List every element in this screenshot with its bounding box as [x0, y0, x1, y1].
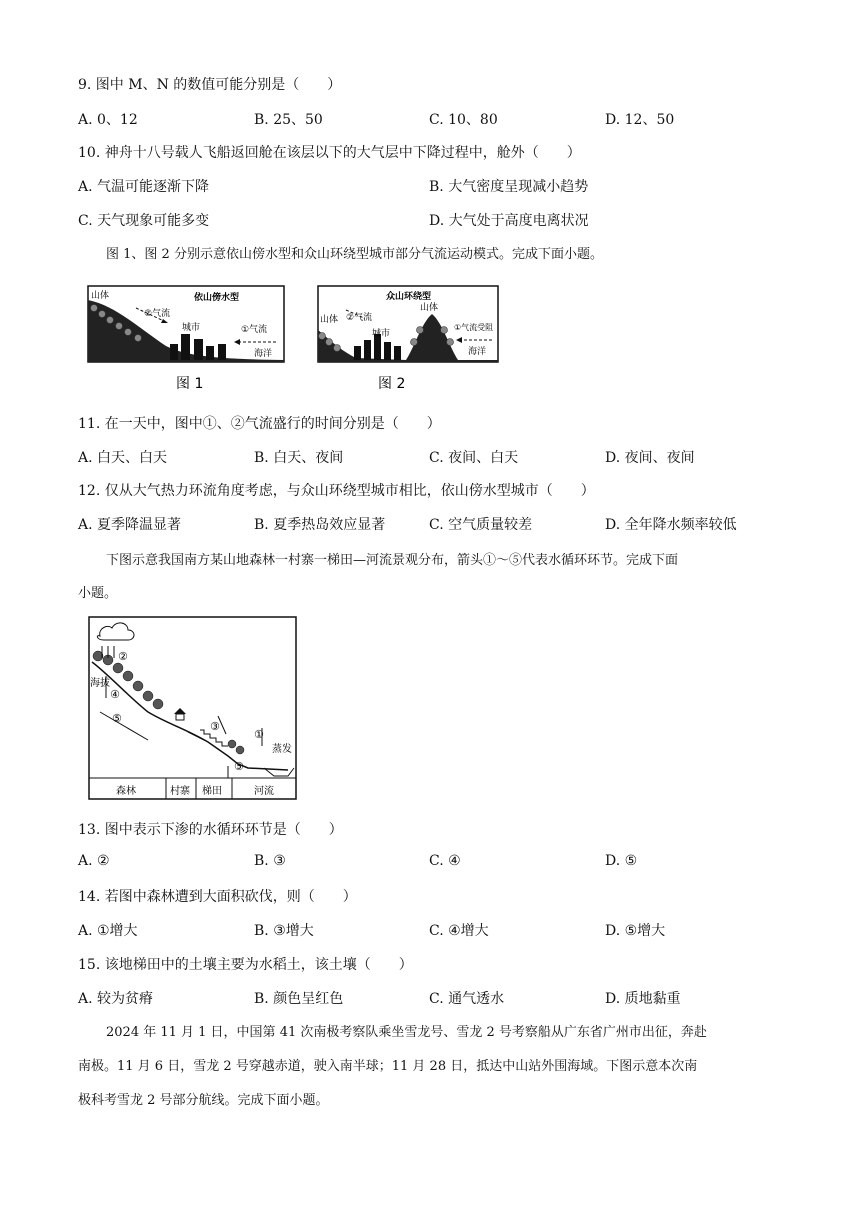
q15-option-d: D. 质地黏重 [605, 991, 681, 1007]
fig2-mountain-left-label: 山体 [320, 315, 339, 325]
q11-stem: 11. 在一天中，图中①、②气流盛行的时间分别是（ ） [78, 416, 441, 432]
intro-airflow: 图 1、图 2 分别示意依山傍水型和众山环绕型城市部分气流运动模式。完成下面小题。 [106, 247, 603, 262]
q14-option-c: C. ④增大 [429, 923, 489, 939]
q12-option-b: B. 夏季热岛效应显著 [254, 517, 386, 533]
q12-option-a: A. 夏季降温显著 [78, 517, 182, 533]
q10-option-d: D. 大气处于高度电离状况 [429, 213, 589, 229]
fig3-evaporation-label: 蒸发 [272, 744, 292, 755]
figure-2 [316, 284, 500, 394]
fig3-label-5a: ⑤ [112, 712, 122, 725]
fig2-type-label: 众山环绕型 [386, 292, 432, 302]
intro-antarctic-line1: 2024 年 11 月 1 日，中国第 41 次南极考察队乘坐雪龙号、雪龙 2 号考察船从广东省广州市出征，奔赴 [106, 1025, 707, 1040]
q12-option-c: C. 空气质量较差 [429, 517, 533, 533]
fig1-flow2-label: ②气流 [144, 309, 171, 319]
q10-option-c: C. 天气现象可能多变 [78, 213, 210, 229]
q13-option-a: A. ② [78, 853, 110, 869]
q15-option-a: A. 较为贫瘠 [78, 991, 154, 1007]
fig3-zone-terrace: 梯田 [202, 786, 222, 797]
fig3-label-2: ② [118, 650, 128, 663]
fig3-zone-river: 河流 [254, 786, 274, 797]
fig2-city-label: 城市 [372, 329, 391, 339]
q11-option-a: A. 白天、白天 [78, 450, 168, 466]
intro-water-cycle-line2: 小题。 [78, 586, 118, 601]
q15-option-b: B. 颜色呈红色 [254, 991, 344, 1007]
q13-stem: 13. 图中表示下渗的水循环环节是（ ） [78, 822, 343, 838]
intro-antarctic-line2: 南极。11 月 6 日，雪龙 2 号穿越赤道，驶入南半球；11 月 28 日，抵达中山站外围海域。下图示意本次南 [78, 1059, 698, 1074]
q9-option-b: B. 25、50 [254, 112, 323, 128]
figure-water-cycle [88, 616, 298, 800]
q13-option-b: B. ③ [254, 853, 286, 869]
q11-option-c: C. 夜间、白天 [429, 450, 519, 466]
fig2-caption: 图 2 [378, 376, 406, 392]
q10-option-b: B. 大气密度呈现减小趋势 [429, 179, 589, 195]
q15-stem: 15. 该地梯田中的土壤主要为水稻土，该土壤（ ） [78, 957, 413, 973]
intro-water-cycle-line1: 下图示意我国南方某山地森林一村寨一梯田—河流景观分布，箭头①～⑤代表水循环环节。完成下面 [106, 553, 679, 568]
q11-option-d: D. 夜间、夜间 [605, 450, 695, 466]
q15-option-c: C. 通气透水 [429, 991, 505, 1007]
q9-option-a: A. 0、12 [78, 112, 138, 128]
fig3-zone-village: 村寨 [170, 786, 190, 797]
fig3-label-3: ③ [210, 720, 220, 733]
q10-stem: 10. 神舟十八号载人飞船返回舱在该层以下的大气层中下降过程中，舱外（ ） [78, 145, 581, 161]
intro-antarctic-line3: 极科考雪龙 2 号部分航线。完成下面小题。 [78, 1093, 329, 1108]
fig3-altitude-label: 海拔 [90, 678, 110, 689]
q9-option-d: D. 12、50 [605, 112, 675, 128]
q14-option-d: D. ⑤增大 [605, 923, 666, 939]
q14-option-a: A. ①增大 [78, 923, 138, 939]
q9-stem: 9. 图中 M、N 的数值可能分别是（ ） [78, 77, 342, 93]
fig1-type-label: 依山傍水型 [194, 293, 240, 303]
figure-1 [86, 284, 286, 394]
fig3-label-4: ④ [110, 688, 120, 701]
fig2-mountain-right-label: 山体 [420, 303, 439, 313]
q12-stem: 12. 仅从大气热力环流角度考虑，与众山环绕型城市相比，依山傍水型城市（ ） [78, 483, 595, 499]
fig3-label-5b: ⑤ [234, 760, 244, 773]
q13-option-c: C. ④ [429, 853, 461, 869]
fig2-flow2-label: ②气流 [346, 313, 373, 323]
q14-stem: 14. 若图中森林遭到大面积砍伐，则（ ） [78, 889, 357, 905]
fig3-zone-forest: 森林 [116, 786, 136, 797]
q10-option-a: A. 气温可能逐渐下降 [78, 179, 210, 195]
fig1-city-label: 城市 [182, 323, 201, 333]
fig2-flow1-label: ①气流受阻 [454, 323, 494, 332]
fig1-flow1-label: ①气流 [241, 325, 268, 335]
fig3-label-1: ① [254, 728, 264, 741]
fig1-mountain-label: 山体 [91, 291, 110, 301]
fig1-ocean-label: 海洋 [254, 349, 273, 359]
fig1-caption: 图 1 [176, 376, 204, 392]
q14-option-b: B. ③增大 [254, 923, 314, 939]
q9-option-c: C. 10、80 [429, 112, 498, 128]
q11-option-b: B. 白天、夜间 [254, 450, 344, 466]
fig2-ocean-label: 海洋 [468, 347, 487, 357]
q13-option-d: D. ⑤ [605, 853, 638, 869]
q12-option-d: D. 全年降水频率较低 [605, 517, 737, 533]
